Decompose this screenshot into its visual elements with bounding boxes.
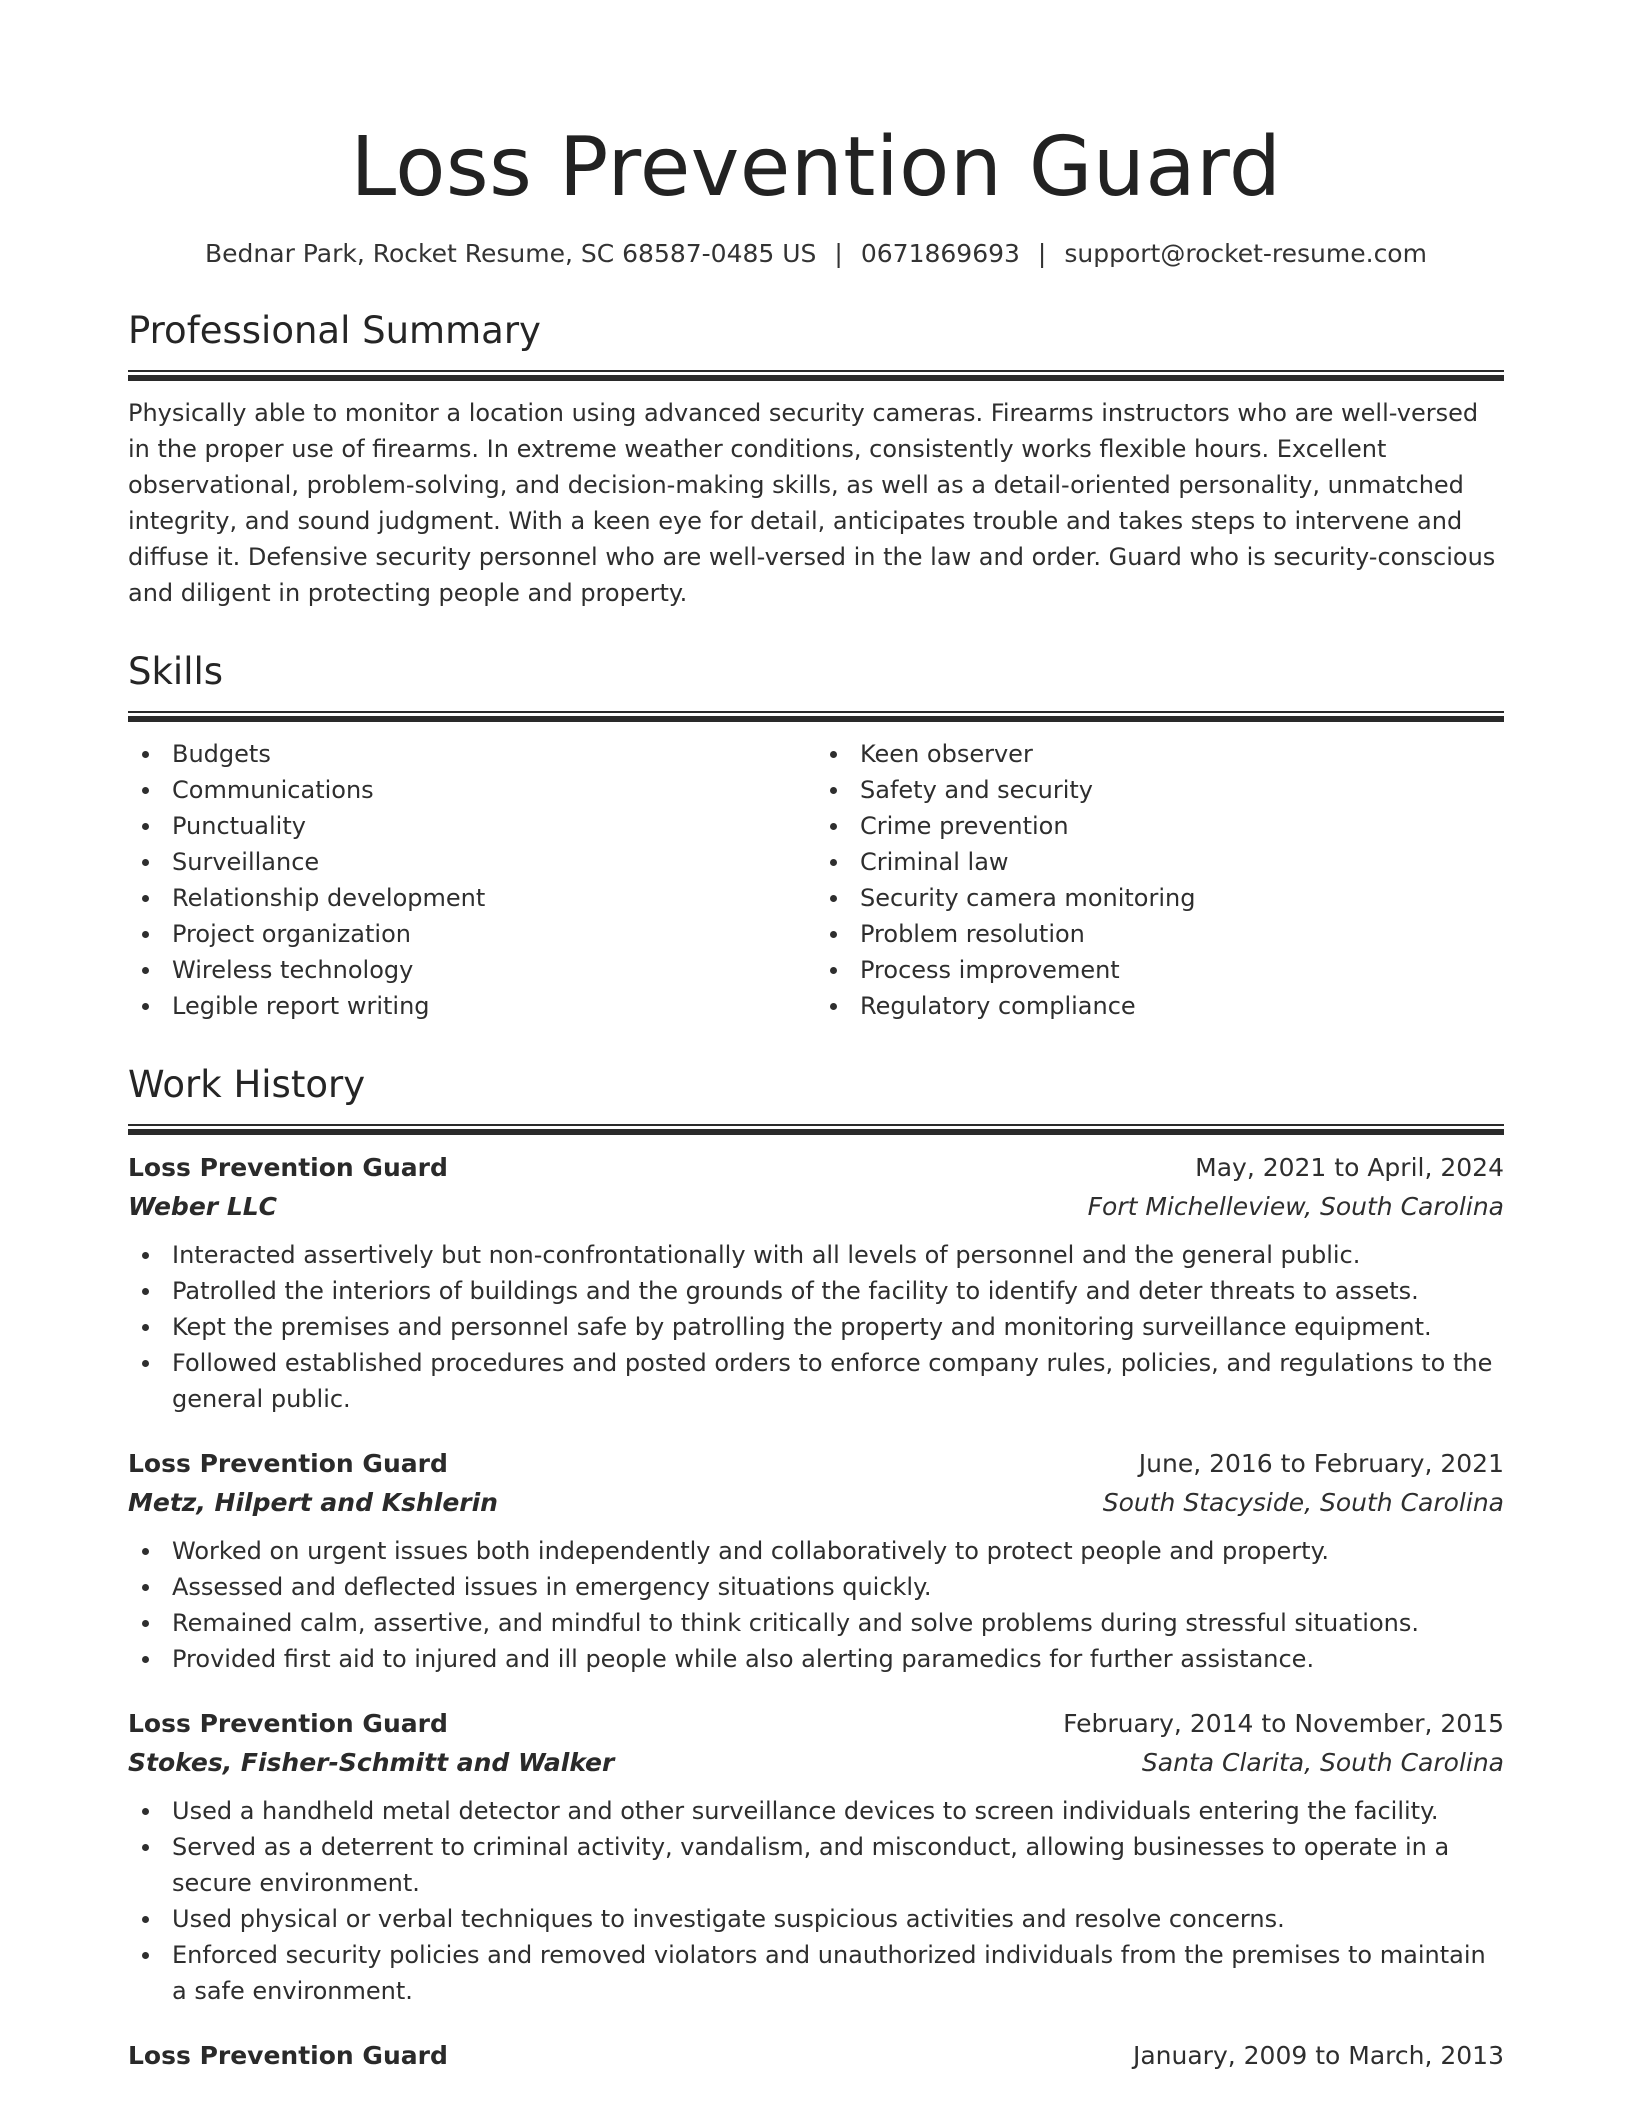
- section-divider: [128, 370, 1504, 381]
- job-bullet: Assessed and deflected issues in emergency situations quickly.: [128, 1569, 1504, 1605]
- summary-section: [128, 308, 1504, 611]
- skill-item: Wireless technology: [128, 952, 816, 988]
- job-bullet: Kept the premises and personnel safe by patrolling the property and monitoring surveillance equipment.: [128, 1309, 1504, 1345]
- skill-item: Regulatory compliance: [816, 988, 1504, 1024]
- job-bullet: Served as a deterrent to criminal activity, vandalism, and misconduct, allowing businesses to operate in a secure environment.: [128, 1829, 1504, 1901]
- job-bullet: Worked on urgent issues both independently and collaboratively to protect people and property.: [128, 1533, 1504, 1569]
- contact-separator: |: [834, 239, 843, 268]
- job-bullet: Patrolled the interiors of buildings and the grounds of the facility to identify and deter threats to assets.: [128, 1273, 1504, 1309]
- job-bullets: [128, 1793, 1504, 2009]
- job-entry: [128, 2037, 1504, 2075]
- skill-item: Process improvement: [816, 952, 1504, 988]
- job-company: Stokes, Fisher-Schmitt and Walker: [128, 1748, 615, 1777]
- skill-item: Legible report writing: [128, 988, 816, 1024]
- section-divider: [128, 1124, 1504, 1135]
- skill-item: Safety and security: [816, 772, 1504, 808]
- job-dates: February, 2014 to November, 2015: [1063, 1709, 1504, 1738]
- job-dates: June, 2016 to February, 2021: [1138, 1449, 1504, 1478]
- skills-columns: [128, 736, 1504, 1024]
- job-bullet: Remained calm, assertive, and mindful to think critically and solve problems during stressful situations.: [128, 1605, 1504, 1641]
- job-title: Loss Prevention Guard: [128, 2041, 448, 2070]
- skill-item: Crime prevention: [816, 808, 1504, 844]
- skill-item: Punctuality: [128, 808, 816, 844]
- job-bullet: Interacted assertively but non-confrontationally with all levels of personnel and the general public.: [128, 1237, 1504, 1273]
- job-bullets: [128, 1533, 1504, 1677]
- job-bullet: Provided first aid to injured and ill people while also alerting paramedics for further assistance.: [128, 1641, 1504, 1677]
- skill-item: Budgets: [128, 736, 816, 772]
- skill-item: Keen observer: [816, 736, 1504, 772]
- skill-item: Security camera monitoring: [816, 880, 1504, 916]
- job-company: Weber LLC: [128, 1192, 278, 1221]
- job-bullet: Followed established procedures and posted orders to enforce company rules, policies, and regulations to the general public.: [128, 1345, 1504, 1417]
- job-bullet: Used physical or verbal techniques to investigate suspicious activities and resolve concerns.: [128, 1901, 1504, 1937]
- summary-heading: Professional Summary: [128, 309, 541, 352]
- skills-list-right: [816, 736, 1504, 1024]
- job-title: Loss Prevention Guard: [128, 1709, 448, 1738]
- job-title: Loss Prevention Guard: [128, 1449, 448, 1478]
- contact-address: Bednar Park, Rocket Resume, SC 68587-0485 US: [205, 239, 817, 268]
- job-location: Santa Clarita, South Carolina: [1141, 1748, 1504, 1777]
- job-entry: [128, 1149, 1504, 1417]
- job-dates: May, 2021 to April, 2024: [1195, 1153, 1504, 1182]
- work-history-section: [128, 1062, 1504, 2075]
- candidate-name: Loss Prevention Guard: [350, 120, 1282, 215]
- skills-section: [128, 649, 1504, 1024]
- summary-text: Physically able to monitor a location using advanced security cameras. Firearms instructors who are well-versed in the proper use of firearms. In extreme weather conditions, consistently works flexible hours. Excellent observational, problem-solving, and decision-making skills, as well as a detail-oriented personality, unmatched integrity, and sound judgment. With a keen eye for detail, anticipates trouble and takes steps to intervene and diffuse it. Defensive security personnel who are well-versed in the law and order. Guard who is security-conscious and diligent in protecting people and property.: [128, 399, 1496, 607]
- job-entry: [128, 1705, 1504, 2009]
- job-company: Metz, Hilpert and Kshlerin: [128, 1488, 498, 1517]
- job-dates: January, 2009 to March, 2013: [1132, 2041, 1504, 2070]
- contact-line: [128, 238, 1504, 270]
- skills-list-left: [128, 736, 816, 1024]
- skill-item: Problem resolution: [816, 916, 1504, 952]
- job-bullet: Enforced security policies and removed violators and unauthorized individuals from the premises to maintain a safe environment.: [128, 1937, 1504, 2009]
- job-entry: [128, 1445, 1504, 1677]
- work-history-heading: Work History: [128, 1063, 366, 1106]
- contact-email: support@rocket-resume.com: [1064, 239, 1427, 268]
- section-divider: [128, 711, 1504, 722]
- skill-item: Project organization: [128, 916, 816, 952]
- skill-item: Relationship development: [128, 880, 816, 916]
- skill-item: Surveillance: [128, 844, 816, 880]
- job-bullets: [128, 1237, 1504, 1417]
- skill-item: Criminal law: [816, 844, 1504, 880]
- job-location: South Stacyside, South Carolina: [1102, 1488, 1504, 1517]
- skill-item: Communications: [128, 772, 816, 808]
- contact-phone: 0671869693: [860, 239, 1020, 268]
- job-location: Fort Michelleview, South Carolina: [1087, 1192, 1504, 1221]
- job-bullet: Used a handheld metal detector and other surveillance devices to screen individuals entering the facility.: [128, 1793, 1504, 1829]
- job-title: Loss Prevention Guard: [128, 1153, 448, 1182]
- skills-heading: Skills: [128, 650, 224, 693]
- contact-separator: |: [1037, 239, 1047, 268]
